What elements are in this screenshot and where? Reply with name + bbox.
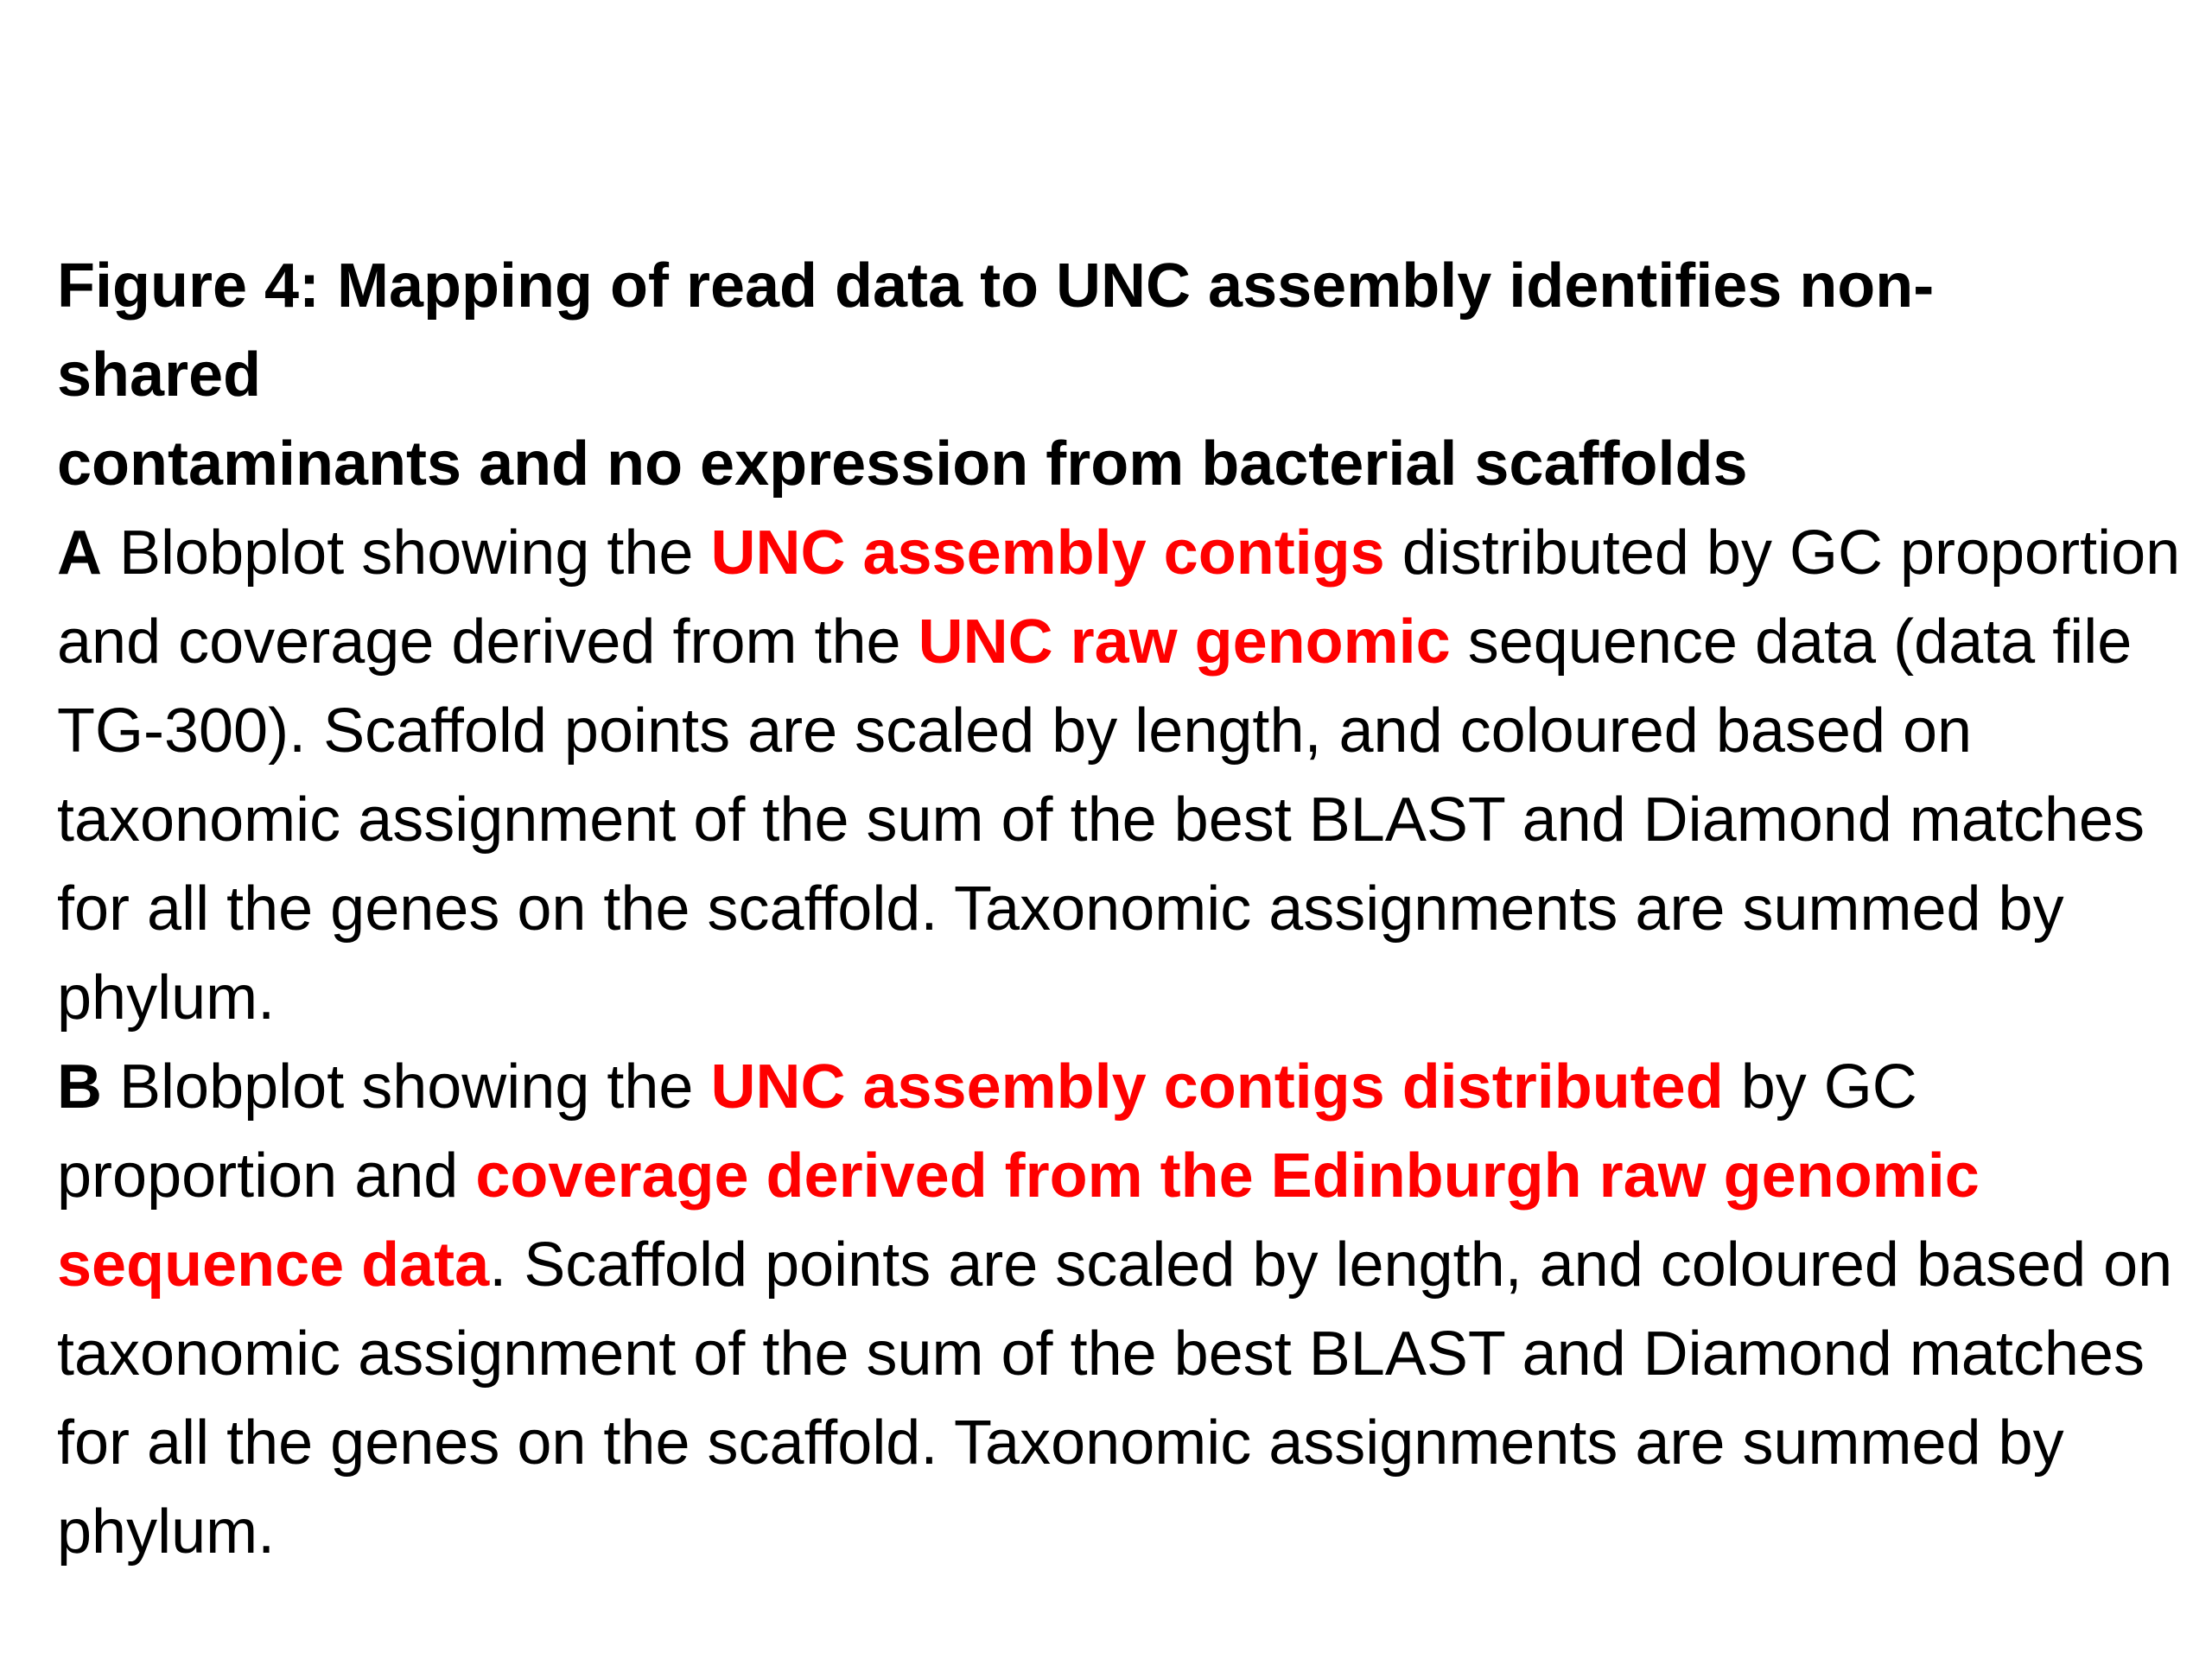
caption-text-block bbox=[57, 242, 2183, 1577]
figure-title bbox=[57, 242, 2183, 509]
panel-b-label: B bbox=[57, 1052, 102, 1122]
panel-a-text-3: sequence data (data file TG-300). Scaffold points are scaled by length, and coloured based on taxonomic assignment of the sum of the best BLAST and Diamond matches for all the genes on the scaffold. Taxonomic assignments are summed by phylum. bbox=[57, 607, 2145, 1033]
panel-a-highlight-1: UNC assembly contigs bbox=[710, 518, 1385, 588]
panel-a-highlight-2: UNC raw genomic bbox=[918, 607, 1451, 677]
panel-b-text-1: Blobplot showing the bbox=[102, 1052, 711, 1122]
figure-title-line-2: shared bbox=[57, 340, 262, 410]
panel-a-label: A bbox=[57, 518, 102, 588]
panel-b-caption bbox=[57, 1043, 2183, 1577]
panel-a-text-1: Blobplot showing the bbox=[102, 518, 711, 588]
figure-title-line-3: contaminants and no expression from bacterial scaffolds bbox=[57, 429, 1748, 499]
panel-b-highlight-2: coverage derived from the Edinburgh raw genomic sequence data bbox=[57, 1141, 1980, 1300]
panel-a-text-2: distributed by GC proportion and coverage derived from the bbox=[57, 518, 2181, 677]
figure-title-line-1: Figure 4: Mapping of read data to UNC assembly identifies non- bbox=[57, 251, 1935, 321]
panel-b-text-2: by GC proportion and bbox=[57, 1052, 1917, 1211]
panel-b-highlight-1: UNC assembly contigs distributed bbox=[710, 1052, 1724, 1122]
panel-b-text-3: . Scaffold points are scaled by length, and coloured based on taxonomic assignment of the sum of the best BLAST and Diamond matches for all the genes on the scaffold. Taxonomic assignments are summed by phylum. bbox=[57, 1230, 2173, 1567]
panel-a-caption bbox=[57, 509, 2183, 1043]
